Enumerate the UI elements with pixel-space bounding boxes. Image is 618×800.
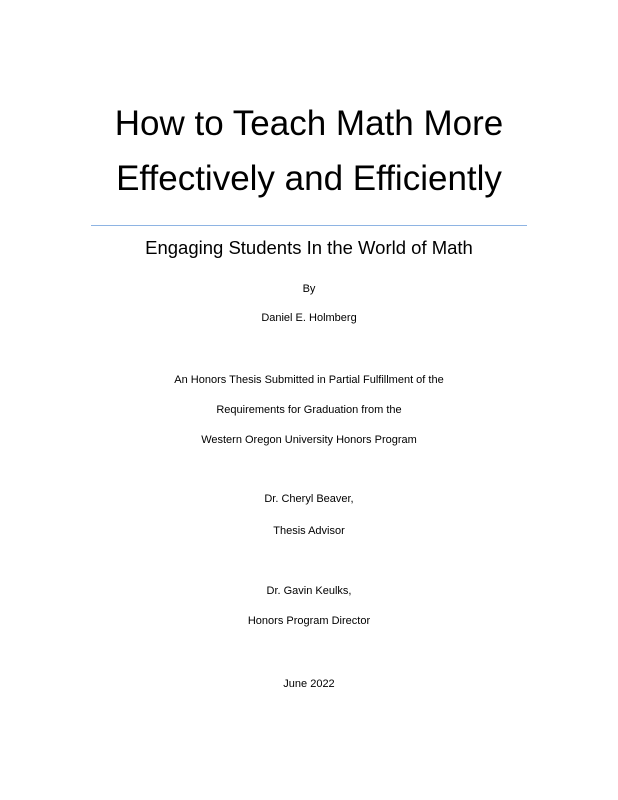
author-name: Daniel E. Holmberg (261, 312, 357, 324)
director-name: Dr. Gavin Keulks, (266, 585, 352, 597)
submission-line-1: An Honors Thesis Submitted in Partial Fulfillment of the (174, 374, 444, 386)
submission-line-3: Western Oregon University Honors Program (201, 434, 417, 446)
advisor-name: Dr. Cheryl Beaver, (264, 493, 354, 505)
title-line-2: Effectively and Efficiently (116, 159, 502, 198)
director-role: Honors Program Director (247, 615, 371, 627)
by-label: By (302, 283, 316, 295)
subtitle: Engaging Students In the World of Math (145, 237, 473, 258)
title-divider (91, 225, 527, 226)
submission-line-2: Requirements for Graduation from the (216, 404, 402, 416)
advisor-role: Thesis Advisor (273, 525, 345, 537)
title-line-1: How to Teach Math More (114, 104, 504, 143)
date: June 2022 (283, 678, 335, 690)
